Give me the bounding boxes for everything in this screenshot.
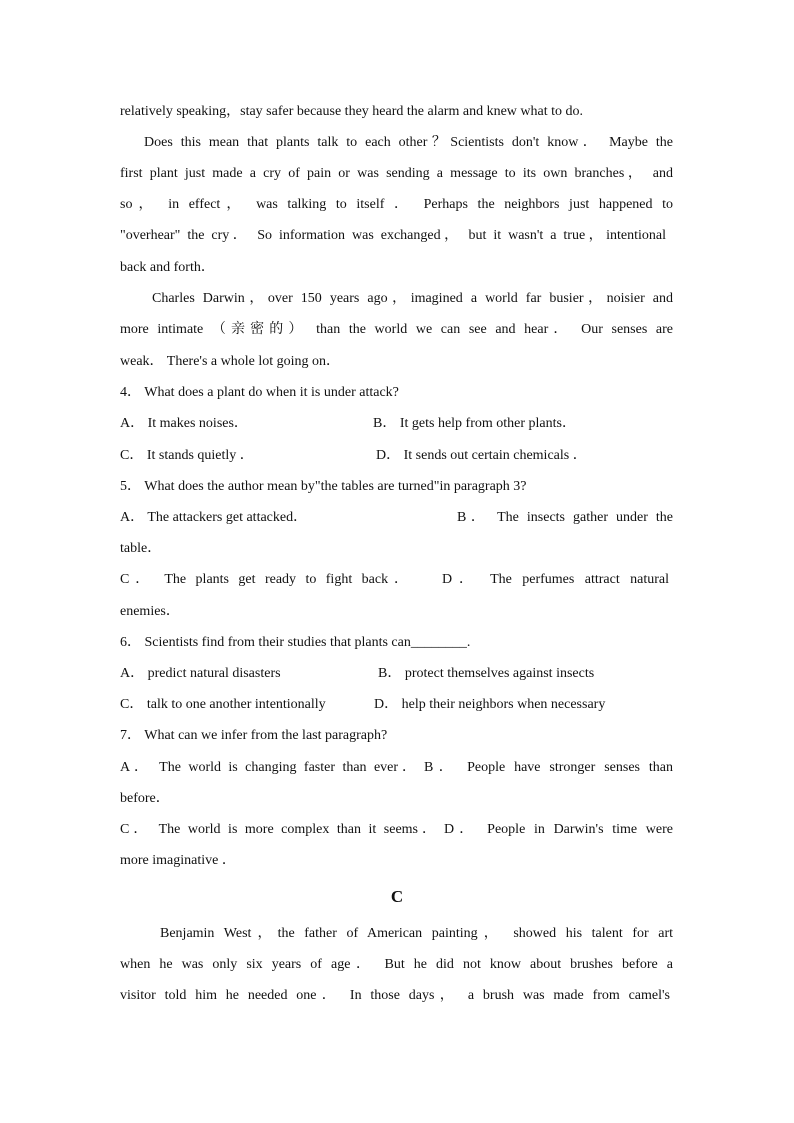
- option-b: B． The insects gather under the: [457, 510, 673, 525]
- option-d: D． It sends out certain chemicals ．: [376, 448, 587, 463]
- option-b: B． It gets help from other plants．: [373, 416, 576, 431]
- option-b-continued: table．: [120, 541, 162, 556]
- passage-line: relatively speaking，stay safer because they heard the alarm and knew what to do.: [120, 104, 583, 119]
- passage-line: Benjamin West，the father of American painting， showed his talent for art: [160, 926, 673, 941]
- option-b: B． protect themselves against insects: [378, 666, 595, 681]
- passage-line: "overhear" the cry． So information was exchanged， but it wasn't a true，intentional: [120, 228, 666, 243]
- option-a: A． The world is changing faster than ever．: [120, 760, 416, 775]
- passage-line: first plant just made a cry of pain or was sending a message to its own branches， and: [120, 166, 673, 181]
- option-a: A． predict natural disasters: [120, 666, 281, 681]
- section-heading: C: [390, 887, 404, 906]
- question-stem: 6． Scientists find from their studies that plants can________.: [120, 635, 471, 650]
- question-stem: 4． What does a plant do when it is under attack?: [120, 385, 399, 400]
- option-d: D． help their neighbors when necessary: [374, 697, 606, 712]
- option-d-continued: enemies．: [120, 604, 180, 619]
- option-b: B． People have stronger senses than: [424, 760, 673, 775]
- question-stem: 5． What does the author mean by"the tables are turned"in paragraph 3?: [120, 479, 527, 494]
- passage-line: back and forth．: [120, 260, 215, 275]
- passage-line: more intimate （亲密的） than the world we can see and hear． Our senses are: [120, 322, 673, 337]
- passage-line: so， in effect， was talking to itself ． Perhaps the neighbors just happened to: [120, 197, 673, 212]
- option-b-continued: before．: [120, 791, 170, 806]
- option-d-continued: more imaginative ．: [120, 853, 236, 868]
- option-c: C． The plants get ready to fight back．: [120, 572, 408, 587]
- passage-line: when he was only six years of age． But he did not know about brushes before a: [120, 957, 673, 972]
- option-c: C． The world is more complex than it seems．: [120, 822, 436, 837]
- passage-line: Charles Darwin，over 150 years ago，imagined a world far busier，noisier and: [152, 291, 673, 306]
- option-c: C． talk to one another intentionally: [120, 697, 326, 712]
- passage-line: Does this mean that plants talk to each other？Scientists don't know． Maybe the: [144, 135, 673, 150]
- option-c: C． It stands quietly ．: [120, 448, 254, 463]
- option-a: A． It makes noises．: [120, 416, 248, 431]
- option-a: A． The attackers get attacked．: [120, 510, 308, 525]
- question-stem: 7． What can we infer from the last paragraph?: [120, 728, 388, 743]
- option-d: D． The perfumes attract natural: [442, 572, 669, 587]
- passage-line: weak． There's a whole lot going on．: [120, 354, 340, 369]
- passage-line: visitor told him he needed one． In those days， a brush was made from camel's: [120, 988, 670, 1003]
- option-d: D． People in Darwin's time were: [444, 822, 673, 837]
